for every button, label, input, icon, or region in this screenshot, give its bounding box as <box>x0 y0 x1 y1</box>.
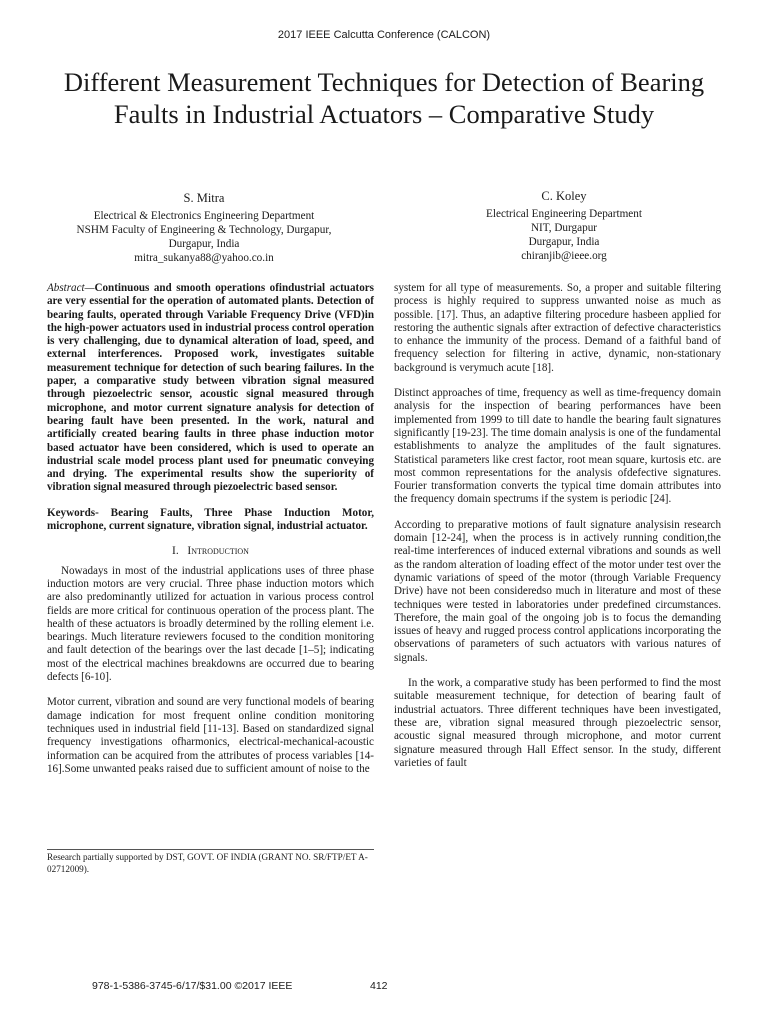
author-block-1 <box>34 190 374 265</box>
author-name: S. Mitra <box>183 191 225 205</box>
footer-isbn: 978-1-5386-3745-6/17/$31.00 ©2017 IEEE <box>92 980 293 992</box>
conference-header: 2017 IEEE Calcutta Conference (CALCON) <box>277 29 491 41</box>
author-name: C. Koley <box>541 189 587 203</box>
paragraph: Distinct approaches of time, frequency as well as time-frequency domain analysis for the inspection of bearing performances have been implemented from 1999 to till date to handle the bearing fault signatures significantly [19-23]. The time domain analysis is one of the fundamental establishments to analyze the amplitudes of the fault signatures. Statistical parameters like crest factor, root mean square, kurtosis etc. are most common representations for the analysis ofdefective signatures. Fourier transformation converts the typical time domain attributes into the frequency domain spectrums if the system is periodic [24]. <box>394 387 721 506</box>
paragraph: In the work, a comparative study has been performed to find the most suitable measurement technique, for detection of bearing fault of industrial actuators. Three different techniques have been investigated, these are, vibration signal measured through piezoelectric sensor, acoustic signal measured through microphone, and motor current signature measured through Hall Effect sensor. In the study, different varieties of fault <box>394 677 721 769</box>
abstract-text: Continuous and smooth operations ofindustrial actuators are very essential for the operation of automated plants. Detection of bearing faults, operated through Variable Frequency Drive (VFD)in the high-power actuators used in industrial process control operation is very challenging, due to dynamical alteration of load, speed, and external interferences. Proposed work, investigates suitable measurement technique for detection of such bearing failures. In the paper, a comparative study between vibration signal measured through piezoelectric sensor, acoustic signal measured through microphone, and motor current signature analysis for detection of bearing fault have been presented. In the work, natural and artificially created bearing faults in three phase induction motor based actuator have been considered, which is used to operate an industrial scale model process plant used for pneumatic conveying and drying. The experimental results show the superiority of vibration signal measured through piezoelectric based sensor. <box>47 282 374 494</box>
author-city: Durgapur, India <box>168 238 240 250</box>
left-column <box>47 282 374 788</box>
keywords: Keywords- Bearing Faults, Three Phase Induction Motor, microphone, current signature, vibration signal, industrial actuator. <box>47 506 374 533</box>
section-number: I. <box>172 545 179 558</box>
abstract <box>47 282 374 495</box>
paragraph: system for all type of measurements. So, a proper and suitable filtering process is highly required to suppress unwanted noise as much as possible. [17]. Thus, an adaptive filtering procedure hasbeen applied for restoring the authentic signals after extraction of defective characteristics to enhance the immunity of the process. Demand of a faithful band of frequency selection for filtering in active, dynamic, non-stationary background is verymuch acute [18]. <box>394 282 721 374</box>
author-dept: Electrical Engineering Department <box>486 208 642 220</box>
page-number: 412 <box>370 980 388 992</box>
paper-title: Different Measurement Techniques for Detection of Bearing Faults in Industrial Actuators – Comparative Study <box>63 67 705 129</box>
abstract-lead: Abstract— <box>47 282 95 294</box>
author-inst: NSHM Faculty of Engineering & Technology, Durgapur, <box>76 224 332 236</box>
paragraph: Nowadays in most of the industrial applications uses of three phase induction motors are very crucial. Three phase induction motors which are also predominantly utilized for actuation in various process control fields are more critical for continuous operation of the process plant. The health of these actuators is broadly determined by the rolling element i.e. bearings. Much literature reviewers focused to the condition monitoring and fault detection of the bearings over the last decade [1–5]; indicating most of the electrical machines breakdowns are occurred due to bearing defects [6-10]. <box>47 564 374 684</box>
footnote: Research partially supported by DST, GOVT. OF INDIA (GRANT NO. SR/FTP/ET A-02712009). <box>47 852 368 874</box>
author-email: mitra_sukanya88@yahoo.co.in <box>134 252 274 264</box>
paragraph: Motor current, vibration and sound are very functional models of bearing damage indication for most frequent online condition monitoring techniques used in industrial field [11-13]. Based on standardized signal frequency investigations ofharmonics, electrical-mechanical-acoustic information can be acquired from the attributes of process variables [14-16].Some unwanted peaks raised due to sufficient amount of noise to the <box>47 696 374 775</box>
paragraph: According to preparative motions of fault signature analysisin research domain [12-24], when the process is in actively running condition,the real-time interferences of induced external vibrations and sounds as well as the random alteration of loading effect of the motor under test over the dynamic variations of speed of the motor (through Variable Frequency Drive) have not been consideredso much in literature and most of these techniques were tested in laboratories under predefined circumstances. Therefore, the main goal of the ongoing job is to focus the demanding issues of heavy and rugged process control applications incorporating the observations of parameters of such actuators with various natures of signals. <box>394 518 721 664</box>
section-title: Introduction <box>187 545 249 558</box>
right-column <box>394 282 721 782</box>
author-block-2 <box>394 188 734 263</box>
author-email: chiranjib@ieee.org <box>521 250 607 262</box>
section-heading <box>47 545 374 558</box>
footnote-divider <box>47 849 374 850</box>
author-city: Durgapur, India <box>528 236 600 248</box>
author-inst: NIT, Durgapur <box>530 222 598 234</box>
author-dept: Electrical & Electronics Engineering Department <box>93 210 315 222</box>
